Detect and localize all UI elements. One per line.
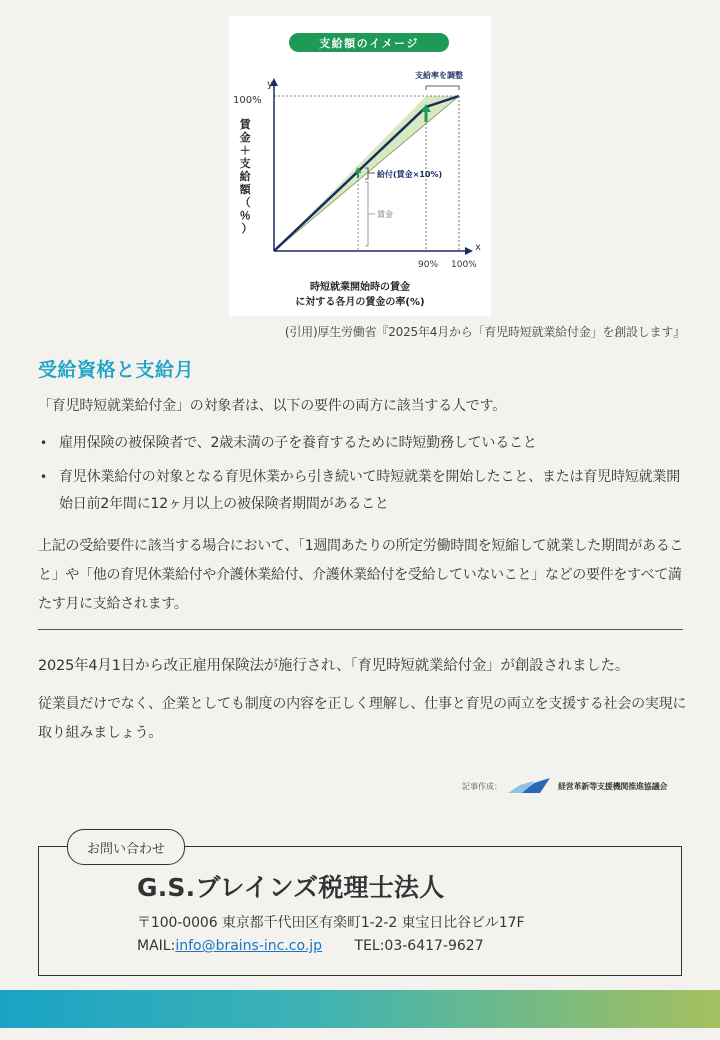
company-name: G.S.ブレインズ税理士法人 (137, 873, 445, 902)
y-tick-100: 100% (233, 95, 262, 106)
x-axis-label-line2: に対する各月の賃金の率(%) (295, 297, 425, 308)
divider (38, 629, 683, 630)
list-item (38, 430, 688, 457)
x-axis-label-line1: 時短就業開始時の賃金 (310, 282, 410, 293)
article-credit (462, 774, 667, 798)
benefit-diagram (229, 16, 491, 316)
requirement-text: 育児休業給付の対象となる育児休業から引き続いて時短就業を開始したこと、または育児時短就業開始日前2年間に12ヶ月以上の被保険者期間があること (59, 469, 680, 512)
mail-label: MAIL: (137, 938, 176, 954)
contact-line (137, 938, 484, 954)
x-tick-100: 100% (451, 260, 477, 270)
eligibility-paragraph: 上記の受給要件に該当する場合において、「1週間あたりの所定労働時間を短縮して就業した期間があること」や「他の育児休業給付や介護休業給付、介護休業給付を受給していないこと」などの要件をすべて満たす月に支給されます。 (38, 538, 684, 612)
wage-bracket (365, 182, 368, 246)
y-axis-label: 賃 金 ＋ 支 給 額 （ ％ ） (239, 118, 253, 235)
list-item (38, 464, 688, 518)
adjust-bracket (426, 86, 459, 90)
announcement-text: 2025年4月1日から改正雇用保険法が施行され、「育児時短就業給付金」が創設されました。 (38, 658, 630, 674)
requirements-list (38, 430, 688, 525)
footer-gradient-bar (0, 990, 720, 1028)
figure-citation: (引用)厚生労働省『2025年4月から「育児時短就業給付金」を創設します』 (284, 325, 685, 339)
requirement-text: 雇用保険の被保険者で、2歳未満の子を養育するために時短勤務していること (59, 435, 537, 451)
bullet-icon: • (40, 470, 47, 484)
benefit-diagram-svg (229, 16, 491, 316)
y-axis-symbol: y (267, 79, 273, 90)
credit-org: 経営革新等支援機関推進協議会 (558, 781, 668, 791)
tel-number: TEL:03-6417-9627 (354, 938, 484, 954)
credit-label: 記事作成： (462, 781, 502, 791)
x-tick-90: 90% (418, 260, 439, 270)
company-address: 〒100-0006 東京都千代田区有楽町1-2-2 東宝日比谷ビル17F (137, 915, 525, 931)
closing-text: 従業員だけでなく、企業としても制度の内容を正しく理解し、仕事と育児の両立を支援する社会の実現に取り組みましょう。 (38, 696, 687, 741)
wage-annotation: 賃金 (377, 210, 393, 219)
adjust-annotation: 支給率を調整 (415, 71, 463, 80)
x-axis-arrow (465, 247, 473, 255)
intro-text: 「育児時短就業給付金」の対象者は、以下の要件の両方に該当する人です。 (38, 398, 507, 414)
credit-logo-icon (508, 777, 552, 795)
x-axis-symbol: x (475, 242, 481, 253)
diagram-title: 支給額のイメージ (319, 37, 419, 50)
section-title: 受給資格と支給月 (38, 359, 195, 381)
contact-tab-label: お問い合わせ (67, 829, 185, 865)
bullet-icon: • (40, 436, 47, 450)
benefit-annotation: 給付(賃金×10%) (377, 170, 443, 179)
contact-box (38, 846, 682, 976)
mail-link[interactable]: info@brains-inc.co.jp (175, 938, 323, 954)
